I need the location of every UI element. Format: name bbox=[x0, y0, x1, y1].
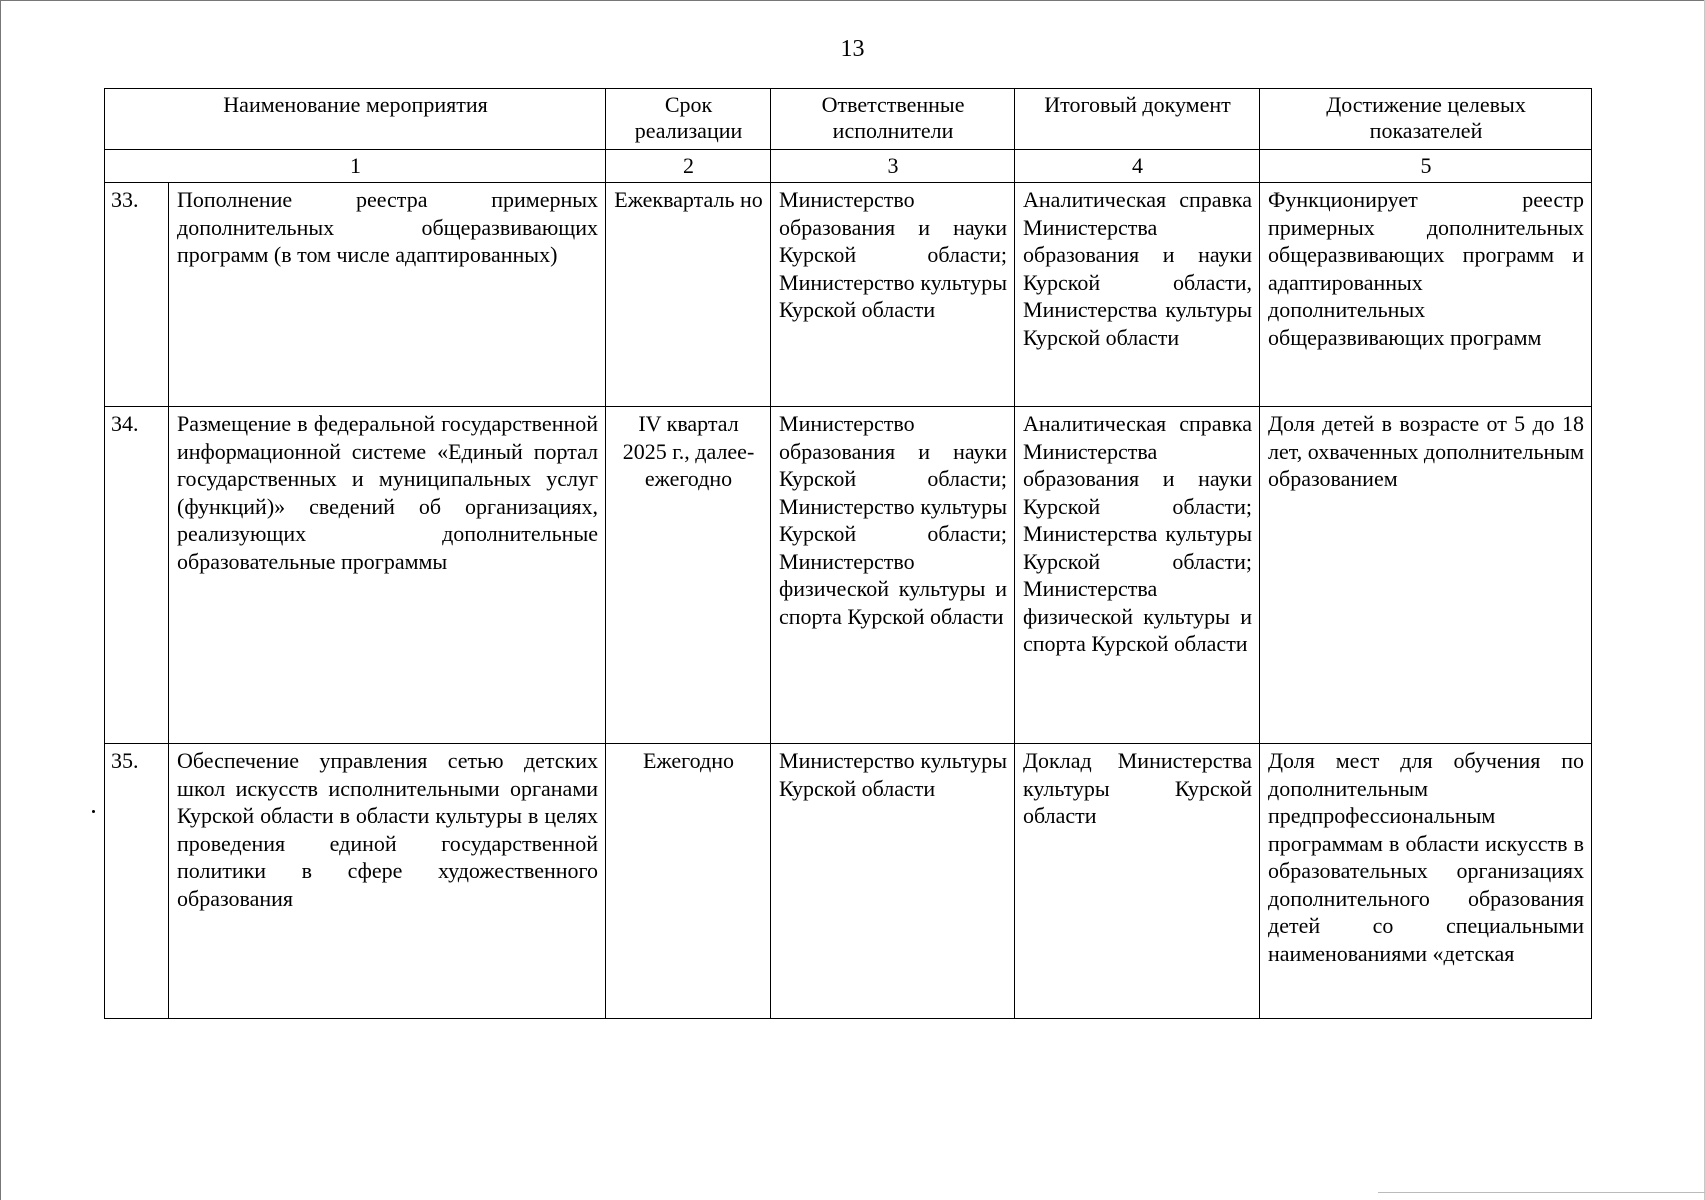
header-responsible: Ответственные исполнители bbox=[771, 89, 1015, 150]
row-number: 34. bbox=[105, 407, 169, 744]
header-name: Наименование мероприятия bbox=[105, 89, 606, 150]
measures-table bbox=[104, 88, 1592, 1019]
measure-document: Аналитическая справка Министерства образования и науки Курской области, Министерства культуры Курской области bbox=[1015, 183, 1260, 407]
measure-target: Доля мест для обучения по дополнительным предпрофессиональным программам в области искусств в образовательных организациях дополнительного образования детей со специальными наименованиями «детская bbox=[1260, 744, 1592, 1019]
row-number: 33. bbox=[105, 183, 169, 407]
column-number-row bbox=[105, 150, 1592, 183]
column-number: 5 bbox=[1260, 150, 1592, 183]
table-row bbox=[105, 183, 1592, 407]
column-number: 2 bbox=[606, 150, 771, 183]
scan-border-bottom bbox=[1378, 1192, 1705, 1193]
measure-term: Ежегодно bbox=[606, 744, 771, 1019]
measure-name: Пополнение реестра примерных дополнительных общеразвивающих программ (в том числе адаптированных) bbox=[169, 183, 606, 407]
scan-border-left bbox=[0, 0, 1, 1200]
measure-term: Ежекварталь но bbox=[606, 183, 771, 407]
header-document: Итоговый документ bbox=[1015, 89, 1260, 150]
header-row bbox=[105, 89, 1592, 150]
measure-responsible: Министерство образования и науки Курской области; Министерство культуры Курской области; Министерство физической культуры и спорта Курской области bbox=[771, 407, 1015, 744]
measure-target: Функционирует реестр примерных дополнительных общеразвивающих программ и адаптированных дополнительных общеразвивающих программ bbox=[1260, 183, 1592, 407]
row-number: 35. bbox=[105, 744, 169, 1019]
measure-name: Размещение в федеральной государственной информационной системе «Единый портал государственных и муниципальных услуг (функций)» сведений об организациях, реализующих дополнительные образовательные программы bbox=[169, 407, 606, 744]
column-number: 3 bbox=[771, 150, 1015, 183]
column-number: 4 bbox=[1015, 150, 1260, 183]
measure-document: Аналитическая справка Министерства образования и науки Курской области; Министерства культуры Курской области; Министерства физической культуры и спорта Курской области bbox=[1015, 407, 1260, 744]
scan-border-top bbox=[0, 0, 1705, 1]
measure-name: Обеспечение управления сетью детских школ искусств исполнительными органами Курской области в области культуры в целях проведения единой государственной политики в сфере художественного образования bbox=[169, 744, 606, 1019]
measure-responsible: Министерство образования и науки Курской области; Министерство культуры Курской области bbox=[771, 183, 1015, 407]
table-row bbox=[105, 744, 1592, 1019]
measure-target: Доля детей в возрасте от 5 до 18 лет, охваченных дополнительным образованием bbox=[1260, 407, 1592, 744]
column-number: 1 bbox=[105, 150, 606, 183]
measure-responsible: Министерство культуры Курской области bbox=[771, 744, 1015, 1019]
table-row bbox=[105, 407, 1592, 744]
page-number: 13 bbox=[840, 36, 865, 62]
measure-document: Доклад Министерства культуры Курской области bbox=[1015, 744, 1260, 1019]
header-term: Срок реализации bbox=[606, 89, 771, 150]
stray-mark bbox=[92, 810, 95, 813]
header-target: Достижение целевых показателей bbox=[1260, 89, 1592, 150]
measure-term: IV квартал 2025 г., далее- ежегодно bbox=[606, 407, 771, 744]
